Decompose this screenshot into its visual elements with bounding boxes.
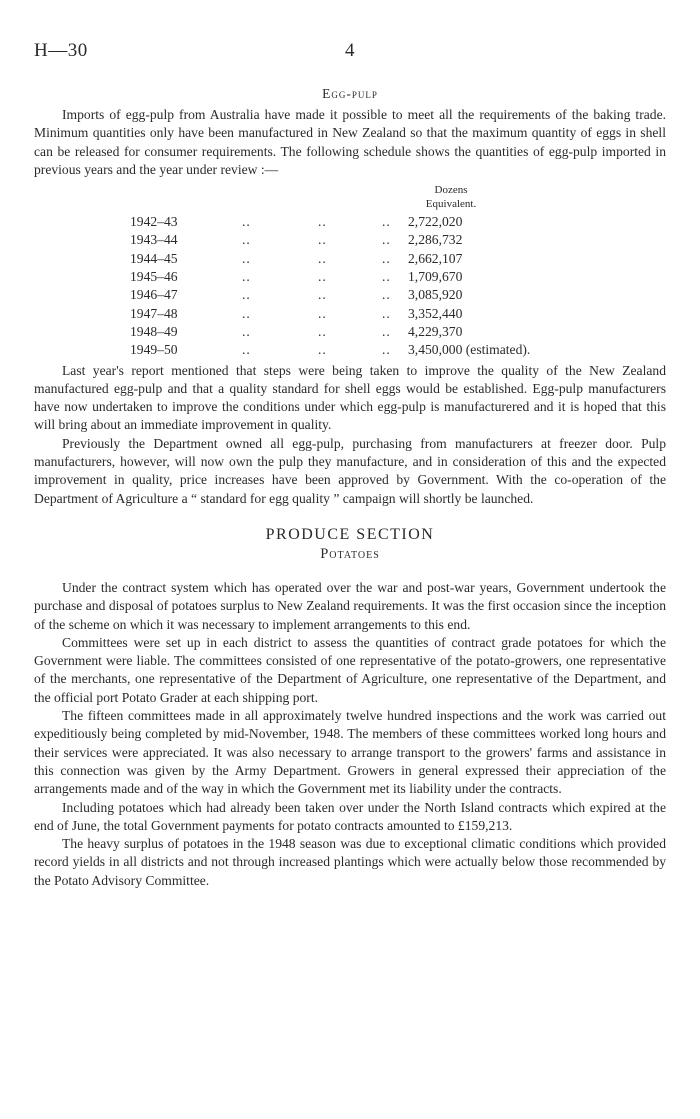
leader-dots: .. (382, 232, 391, 248)
egg-pulp-heading: Egg-pulp (322, 86, 378, 101)
egg-pulp-paragraph-3: Previously the Department owned all egg-pulp, purchasing from manufacturers at freezer door. Pulp manufacturers, however, will now own the pulp they manufacture, and in consideration of this and the expected improvement in quality, price increases have been approved by Government. With the co-operation of the Department of Agriculture a “ standard for egg quality ” campaign will shortly be launched. (34, 435, 666, 506)
page-content (34, 86, 666, 890)
leader-dots: .. (242, 287, 251, 303)
leader-dots: .. (242, 323, 251, 339)
potatoes-paragraph-5: The heavy surplus of potatoes in the 1948 season was due to exceptional climatic conditions which provided record yields in all districts and not through increased plantings which were actually below those recommended by the Potato Advisory Committee. (34, 836, 666, 888)
potatoes-paragraph-4: Including potatoes which had already been taken over under the North Island contracts which expired at the end of June, the total Government payments for potato contracts amounted to £159,213. (34, 799, 666, 833)
leader-dots: .. (318, 305, 327, 321)
report-reference: H—30 (34, 40, 88, 61)
leader-dots: .. (382, 287, 391, 303)
leader-dots: .. (242, 214, 251, 230)
leader-dots: .. (318, 232, 327, 248)
leader-dots: .. (382, 323, 391, 339)
potatoes-paragraph-2: Committees were set up in each district to assess the quantities of contract grade potatoes for which the Government were liable. The committees consisted of one representative of the potato-growers, one representative of the merchants, one representative of the Department of Agriculture, one representative of the Department, and the official port Potato Grader at each shipping port. (34, 634, 666, 705)
leader-dots: .. (242, 269, 251, 285)
table-body (34, 213, 666, 359)
leader-dots: .. (318, 214, 327, 230)
potatoes-paragraph-3: The fifteen committees made in all approximately twelve hundred inspections and the work was carried out expeditiously being completed by mid-November, 1948. The members of these committees worked long hours and their services were appreciated. It was also necessary to arrange transport to the growers' farms and assistance in this connection was given by the Army Department. Growers in general expressed their appreciation of the arrangements made and of the way in which the Government met its liability under the contracts. (34, 708, 666, 797)
leader-dots: .. (242, 305, 251, 321)
leader-dots: .. (382, 305, 391, 321)
egg-pulp-paragraph-2: Last year's report mentioned that steps were being taken to improve the quality of the New Zealand manufactured egg-pulp and that a quality standard for shell eggs would be established. Egg-pulp manufacturers have now undertaken to improve the conditions under which egg-pulp is manufacturered and it is hoped that this will bring about an immediate improvement in quality. (34, 362, 666, 433)
table-row (34, 286, 666, 304)
year-cell: 1942–43 (130, 214, 178, 230)
table-row (34, 305, 666, 323)
table-row (34, 213, 666, 231)
egg-pulp-import-table (34, 181, 666, 359)
leader-dots: .. (318, 342, 327, 358)
leader-dots: .. (382, 214, 391, 230)
leader-dots: .. (382, 269, 391, 285)
leader-dots: .. (318, 287, 327, 303)
table-row (34, 268, 666, 286)
year-cell: 1944–45 (130, 250, 178, 266)
value-cell: 2,662,107 (408, 250, 463, 266)
leader-dots: .. (318, 250, 327, 266)
value-cell: 3,085,920 (408, 287, 463, 303)
leader-dots: .. (382, 342, 391, 358)
column-header-line-2: Equivalent. (425, 198, 477, 211)
leader-dots: .. (242, 250, 251, 266)
egg-pulp-paragraph-1: Imports of egg-pulp from Australia have made it possible to meet all the requirements of the baking trade. Minimum quantities only have been manufactured in New Zealand so that the maximum quantity of eggs in shell can be released for consumer requirements. The following schedule shows the quantities of egg-pulp imported in previous years and the year under review :— (34, 107, 666, 177)
potatoes-heading: Potatoes (320, 545, 380, 562)
value-cell: 1,709,670 (408, 269, 463, 285)
year-cell: 1947–48 (130, 305, 178, 321)
leader-dots: .. (242, 342, 251, 358)
leader-dots: .. (382, 250, 391, 266)
produce-section-heading: PRODUCE SECTION (265, 525, 435, 543)
value-cell: 2,286,732 (408, 232, 463, 248)
year-cell: 1945–46 (130, 269, 178, 285)
table-row (34, 250, 666, 268)
column-header-line-1: Dozens (434, 184, 468, 197)
leader-dots: .. (318, 269, 327, 285)
value-cell: 3,352,440 (408, 305, 463, 321)
value-cell: 4,229,370 (408, 323, 463, 339)
leader-dots: .. (318, 323, 327, 339)
table-row (34, 323, 666, 341)
year-cell: 1949–50 (130, 342, 178, 358)
year-cell: 1946–47 (130, 287, 178, 303)
leader-dots: .. (242, 232, 251, 248)
value-cell: 2,722,020 (408, 214, 463, 230)
year-cell: 1943–44 (130, 232, 178, 248)
potatoes-paragraph-1: Under the contract system which has operated over the war and post-war years, Government undertook the purchase and disposal of potatoes surplus to New Zealand requirements. It was the first occasion since the inception of the scheme on which it was necessary to implement arrangements to this end. (34, 579, 666, 632)
table-row (34, 231, 666, 249)
table-row (34, 341, 666, 359)
page-number: 4 (345, 40, 355, 61)
year-cell: 1948–49 (130, 323, 178, 339)
value-cell: 3,450,000 (estimated). (408, 342, 531, 358)
table-header (34, 181, 666, 213)
